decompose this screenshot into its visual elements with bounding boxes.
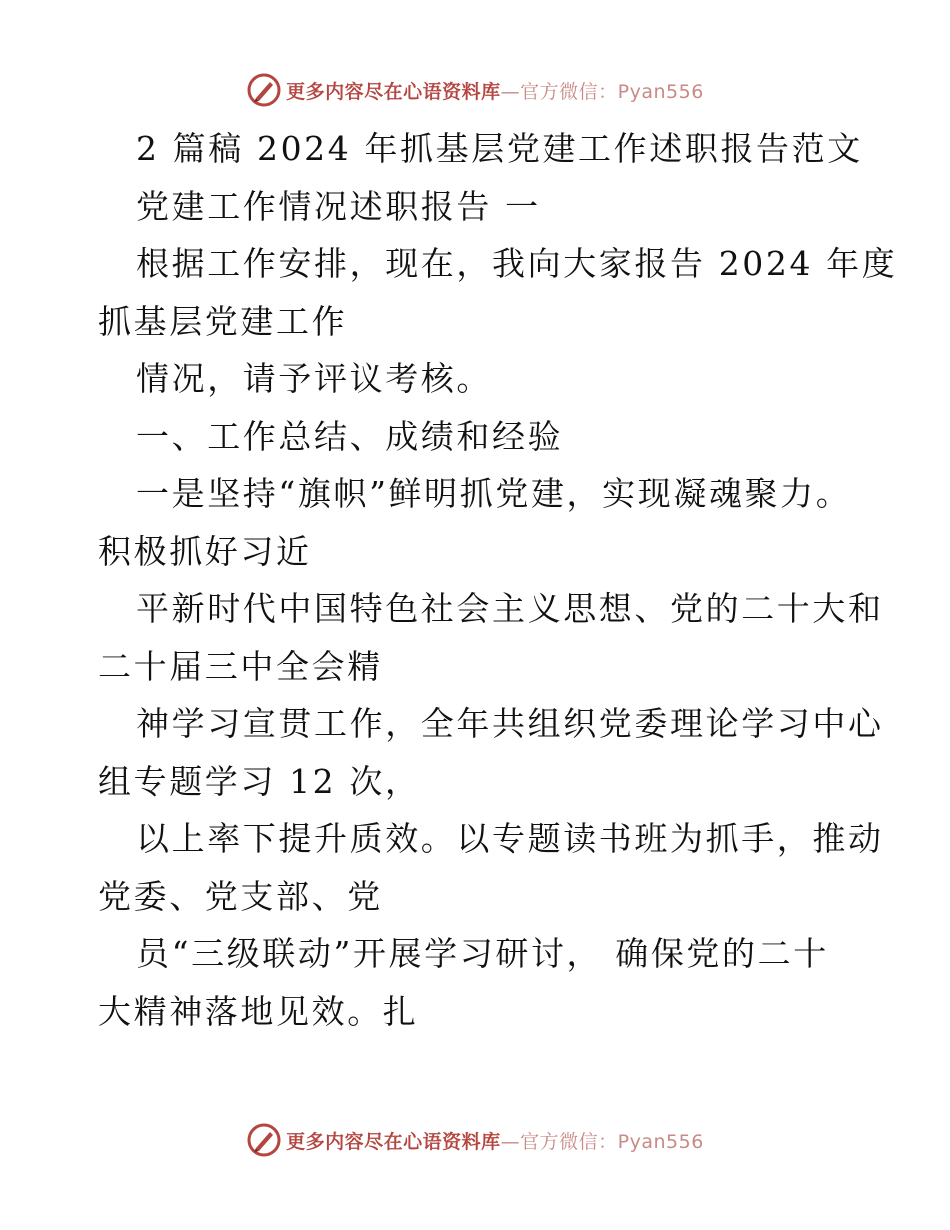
watermark-banner-bottom bbox=[0, 1120, 950, 1160]
doc-line: 一是坚持“旗帜”鲜明抓党建，实现凝魂聚力。 bbox=[136, 474, 852, 513]
section-heading: 一、工作总结、成绩和经验 bbox=[136, 416, 564, 456]
watermark-text bbox=[286, 1127, 704, 1154]
watermark-contact: 官方微信：Pyan556 bbox=[520, 1130, 704, 1153]
doc-subtitle: 党建工作情况述职报告 一 bbox=[136, 186, 541, 226]
doc-line: 抓基层党建工作 bbox=[98, 301, 348, 341]
doc-line: 二十届三中全会精 bbox=[98, 646, 383, 686]
doc-line: 组专题学习 12 次， bbox=[98, 761, 421, 801]
watermark-site: 更多内容尽在心语资料库 bbox=[286, 80, 501, 103]
doc-line: 根据工作安排，现在，我向大家报告 2024 年度 bbox=[136, 244, 898, 283]
doc-line: 党委、党支部、党 bbox=[98, 876, 383, 916]
doc-line: 平新时代中国特色社会主义思想、党的二十大和 bbox=[136, 589, 884, 628]
watermark-site: 更多内容尽在心语资料库 bbox=[286, 1130, 501, 1153]
pen-logo-icon bbox=[246, 1122, 282, 1158]
doc-line: 神学习宣贯工作，全年共组织党委理论学习中心 bbox=[136, 704, 884, 743]
doc-line: 情况，请予评议考核。 bbox=[136, 359, 492, 398]
watermark-contact: 官方微信：Pyan556 bbox=[520, 80, 704, 103]
doc-line: 员“三级联动”开展学习研讨， 确保党的二十 bbox=[136, 934, 829, 973]
watermark-banner-top bbox=[0, 70, 950, 110]
doc-line: 积极抓好习近 bbox=[98, 531, 312, 571]
watermark-separator: — bbox=[500, 1130, 521, 1153]
doc-title: 2 篇稿 2024 年抓基层党建工作述职报告范文 bbox=[136, 129, 863, 168]
pen-logo-icon bbox=[246, 72, 282, 108]
doc-line: 大精神落地见效。扎 bbox=[98, 991, 419, 1031]
watermark-text bbox=[286, 77, 704, 104]
watermark-separator: — bbox=[500, 80, 521, 103]
doc-line: 以上率下提升质效。以专题读书班为抓手，推动 bbox=[136, 819, 884, 858]
document-body bbox=[98, 120, 898, 1040]
